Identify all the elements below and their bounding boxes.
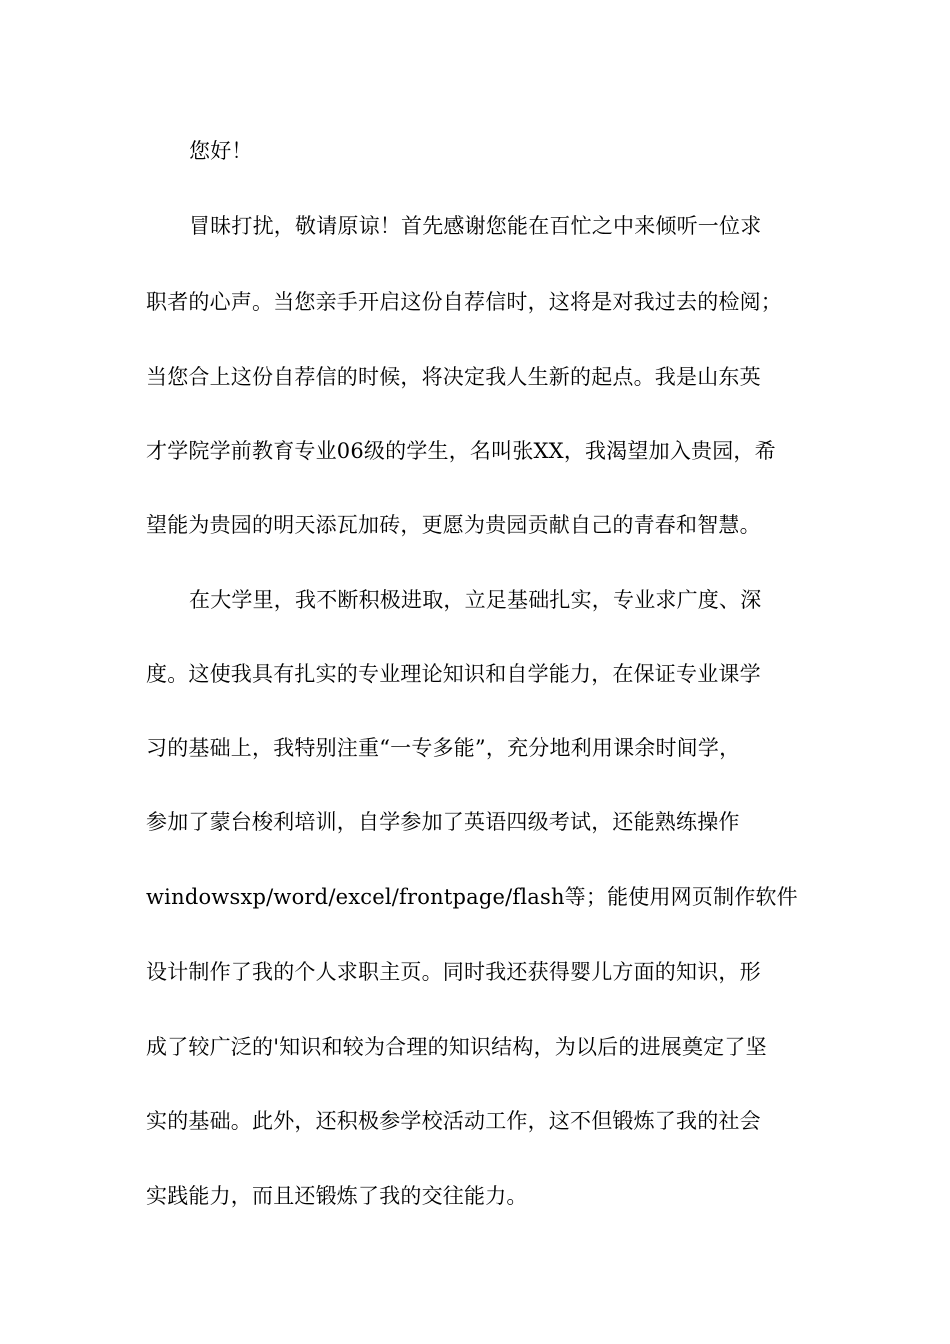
paragraph-1-line-5: 望能为贵园的明天添瓦加砖，更愿为贵园贡献自己的青春和智慧。	[146, 513, 761, 537]
paragraph-2-line-5: windowsxp/word/excel/frontpage/flash等；能使用网页制作软件	[146, 885, 798, 909]
paragraph-2-line-9: 实践能力，而且还锻炼了我的交往能力。	[146, 1184, 528, 1208]
paragraph-1-line-3: 当您合上这份自荐信的时候，将决定我人生新的起点。我是山东英	[146, 365, 761, 389]
paragraph-2-line-4: 参加了蒙台梭利培训，自学参加了英语四级考试，还能熟练操作	[146, 810, 740, 834]
paragraph-2-line-7: 成了较广泛的'知识和较为合理的知识结构，为以后的进展奠定了坚	[146, 1035, 767, 1059]
paragraph-2-line-1: 在大学里，我不断积极进取，立足基础扎实，专业求广度、深	[189, 588, 762, 612]
paragraph-1-line-2: 职者的心声。当您亲手开启这份自荐信时，这将是对我过去的检阅；	[146, 290, 782, 314]
paragraph-2-line-3: 习的基础上，我特别注重“一专多能”，充分地利用课余时间学，	[146, 736, 741, 760]
greeting-line: 您好！	[189, 139, 253, 163]
paragraph-2-line-8: 实的基础。此外，还积极参学校活动工作，这不但锻炼了我的社会	[146, 1109, 761, 1133]
paragraph-2-line-2: 度。这使我具有扎实的专业理论知识和自学能力，在保证专业课学	[146, 662, 761, 686]
paragraph-1-line-1: 冒昧打扰，敬请原谅！首先感谢您能在百忙之中来倾听一位求	[189, 214, 762, 238]
paragraph-2-line-6: 设计制作了我的个人求职主页。同时我还获得婴儿方面的知识，形	[146, 960, 761, 984]
paragraph-1-line-4: 才学院学前教育专业06级的学生，名叫张XX，我渴望加入贵园，希	[146, 439, 776, 463]
